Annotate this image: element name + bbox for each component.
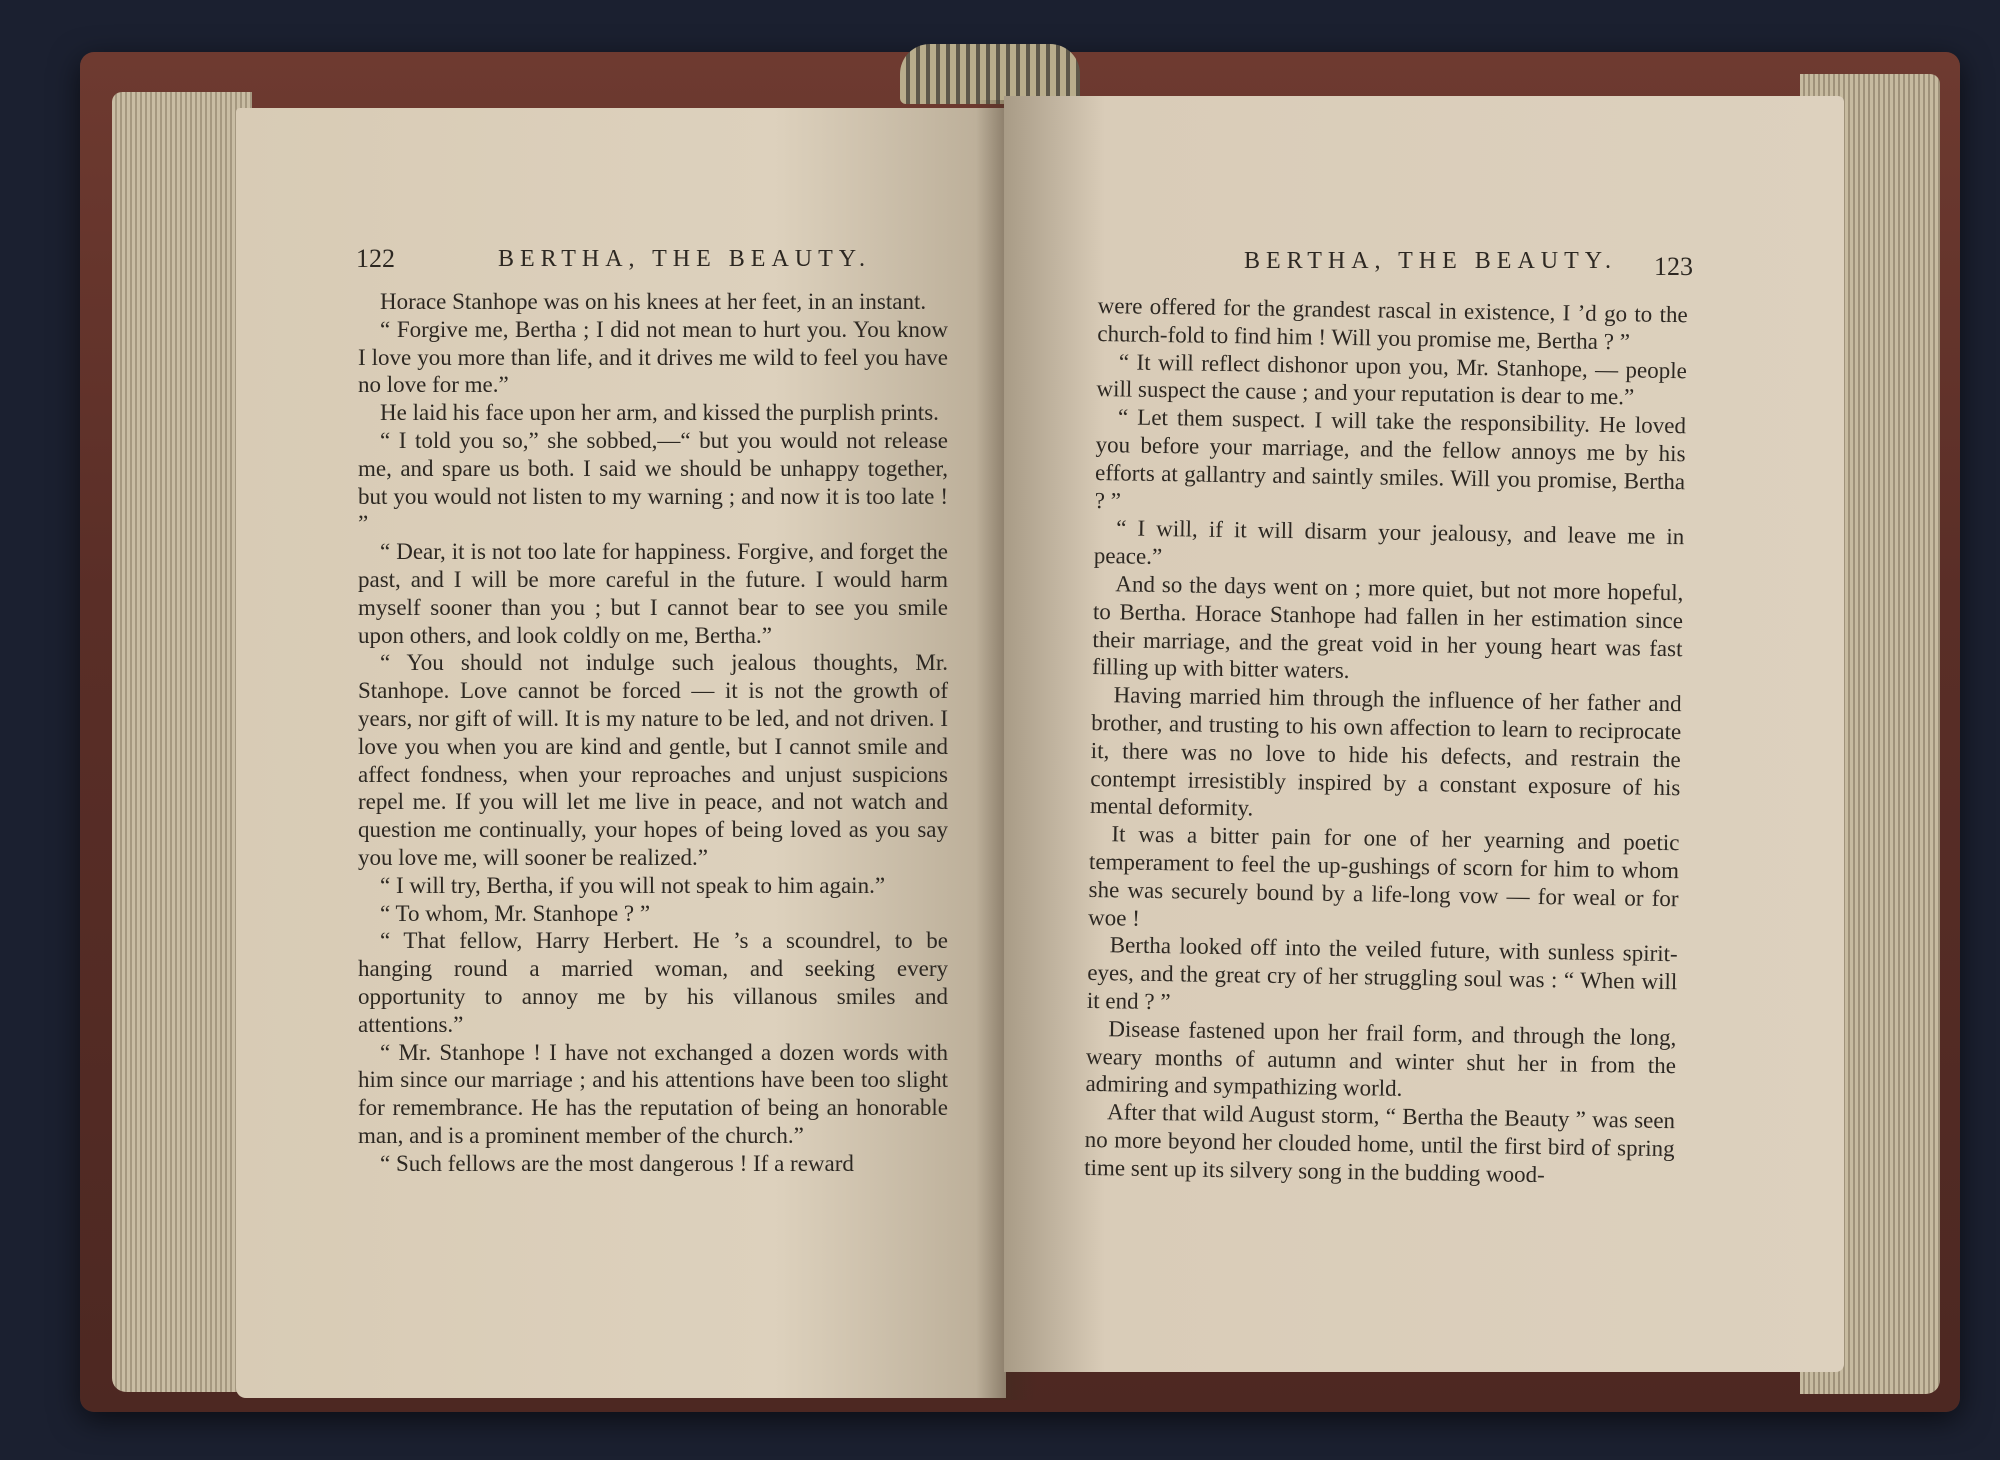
paragraph: “ That fellow, Harry Herbert. He ’s a scoundrel, to be hanging round a married woman, and seeking every opportunity to annoy me by his villanous smiles and attentions.”: [358, 928, 948, 1037]
paragraph: “ You should not indulge such jealous thoughts, Mr. Stanhope. Love cannot be forced — it is not the growth of years, nor gift of will. It is my nature to be led, and not driven. I love you when you are kind and gentle, but I cannot smile and affect fondness, when your reproaches and unjust suspicions repel me. If you will let me live in peace, and not watch and question me continually, your hopes of being loved as you say you love me, will sooner be realized.”: [358, 650, 948, 870]
paragraph: “ Such fellows are the most dangerous ! If a reward: [380, 1150, 854, 1176]
right-running-header: BERTHA, THE BEAUTY.: [1244, 248, 1618, 274]
paragraph: Horace Stanhope was on his knees at her feet, in an instant.: [380, 289, 927, 314]
paragraph: Bertha looked off into the veiled future, with sunless spirit-eyes, and the great cry of her struggling soul was : “ When will it end ? ”: [1086, 932, 1678, 1015]
left-page: [236, 108, 1006, 1398]
paragraph: “ To whom, Mr. Stanhope ? ”: [380, 900, 651, 926]
paragraph: He laid his face upon her arm, and kissed the purplish prints.: [380, 400, 939, 426]
paragraph: “ I will, if it will disarm your jealousy, and leave me in peace.”: [1093, 515, 1685, 570]
left-page-body: [358, 288, 948, 1178]
left-page-number: 122: [356, 244, 395, 273]
paragraph: Disease fastened upon her frail form, and through the long, weary months of autumn and winter shut her in from the admiring and sympathizing world.: [1085, 1015, 1677, 1102]
paragraph: “ Dear, it is not too late for happiness. Forgive, and forget the past, and I will be more careful in the future. I would harm myself sooner than you ; but I cannot bear to see you smile upon others, and look coldly on me, Bertha.”: [358, 539, 948, 648]
paragraph: “ Let them suspect. I will take the responsibility. He loved you before your marriage, and the fellow annoys me by his efforts at gallantry and saintly smiles. Will you promise, Bertha ? ”: [1094, 404, 1687, 513]
right-page-number: 123: [1654, 252, 1693, 281]
right-page-body: [1084, 292, 1688, 1191]
page-edges-left: [112, 92, 252, 1392]
paragraph: “ Mr. Stanhope ! I have not exchanged a dozen words with him since our marriage ; and his attentions have been too slight for remembrance. He has the reputation of being an honorable man, and is a prominent member of the church.”: [358, 1039, 948, 1148]
left-running-header: BERTHA, THE BEAUTY.: [498, 246, 872, 272]
paragraph: After that wild August storm, “ Bertha the Beauty ” was seen no more beyond her clouded home, until the first bird of spring time sent up its silvery song in the budding wood-: [1084, 1099, 1676, 1187]
paragraph: Having married him through the influence of her father and brother, and trusting to his own affection to learn to reciprocate it, there was no love to hide his defects, and restrain the contempt irresistibly inspired by a constant exposure of his mental deformity.: [1089, 682, 1682, 821]
paragraph: It was a bitter pain for one of her yearning and poetic temperament to feel the up-gushings of scorn for him to whom she was securely bound by a life-long vow — for weal or for woe !: [1087, 821, 1680, 931]
paragraph: “ Forgive me, Bertha ; I did not mean to hurt you. You know I love you more than life, and it drives me wild to feel you have no love for me.”: [358, 316, 948, 398]
paragraph: And so the days went on ; more quiet, but not more hopeful, to Bertha. Horace Stanhope had fallen in her estimation since their marriage, and the great void in her young heart was fast filling up with bitter waters.: [1091, 571, 1684, 684]
paragraph: were offered for the grandest rascal in existence, I ’d go to the church-fold to find him ! Will you promise me, Bertha ? ”: [1097, 292, 1688, 355]
paragraph: “ I will try, Bertha, if you will not speak to him again.”: [380, 872, 886, 898]
paragraph: “ It will reflect dishonor upon you, Mr. Stanhope, — people will suspect the cause ; and your reputation is dear to me.”: [1096, 348, 1688, 410]
book-headband: [900, 44, 1080, 104]
right-page: [1004, 96, 1844, 1372]
paragraph: “ I told you so,” she sobbed,—“ but you would not release me, and spare us both. I said we should be unhappy together, but you would not listen to my warning ; and now it is too late ! ”: [358, 427, 948, 537]
